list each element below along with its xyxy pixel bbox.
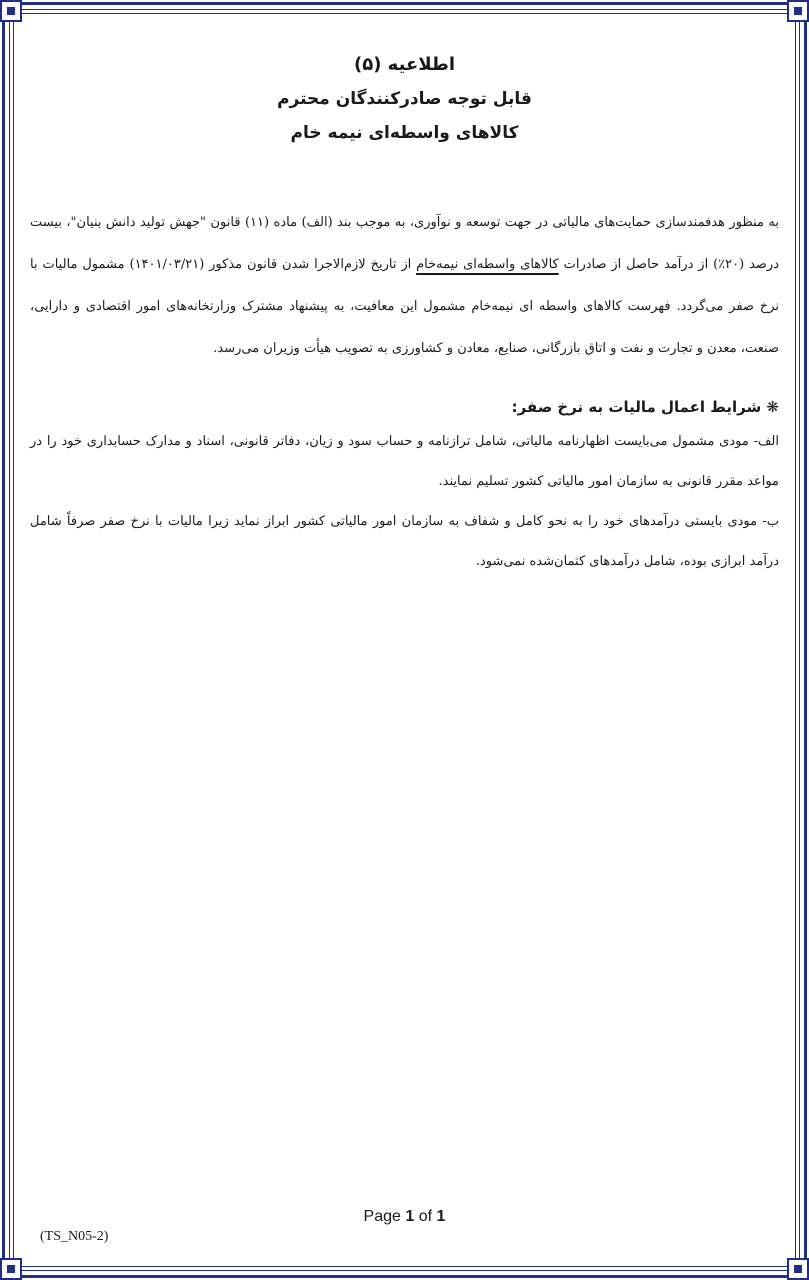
notice-subtitle: قابل توجه صادرکنندگان محترم (277, 89, 532, 109)
document-code: (TS_N05-2) (40, 1229, 109, 1244)
document-content (30, 48, 779, 582)
notice-topic: کالاهای واسطه‌ای نیمه خام (290, 123, 519, 143)
condition-item-be: ب- مودی بایستی درآمدهای خود را به نحو کامل و شفاف به سازمان امور مالیاتی کشور ابراز نماید زیرا مالیات با نرخ صفر صرفاً شامل درآمد ابرازی بوده، شامل درآمدهای کتمان‌شده نمی‌شود. (30, 514, 779, 569)
body-text-part-1: به منظور هدفمندسازی حمایت‌های مالیاتی در جهت توسعه و نوآوری، به موجب بند (الف) ماده (۱۱) قانون "جهش تولید دانش بنیان"، بیست درصد (۲۰٪) از درآمد حاصل از صادرات (30, 215, 779, 272)
page-word: Page (363, 1208, 401, 1225)
body-text-part-2: از تاریخ لازم‌الاجرا شدن قانون مذکور (۱۴۰۱/۰۳/۲۱) مشمول مالیات با نرخ صفر می‌گردد. فهرست کالاهای واسطه ای نیمه‌خام مشمول این معافیت، به پیشنهاد مشترک وزارتخانه‌های امور اقتصادی و دارایی، صنعت، معدن و تجارت و نفت و اتاق بازرگانی، صنایع، معادن و کشاورزی به تصویب هیأت وزیران می‌رسد. (30, 257, 779, 356)
body-paragraph (30, 202, 779, 370)
underlined-goods-phrase: کالاهای واسطه‌ای نیمه‌خام (416, 257, 559, 272)
condition-item-alef: الف- مودی مشمول می‌بایست اظهارنامه مالیاتی، شامل ترازنامه و حساب سود و زیان، دفاتر قانونی، اسناد و مدارک حسابداری خود را در مواعد مقرر قانونی به سازمان امور مالیاتی کشور تسلیم نمایند. (30, 434, 779, 489)
page-number (0, 1208, 809, 1226)
corner-ornament-top-right (787, 0, 809, 22)
conditions-heading: ❋ شرایط اعمال مالیات به نرخ صفر: (511, 398, 779, 416)
notice-title: اطلاعیه (۵) (353, 54, 456, 75)
corner-ornament-top-left (0, 0, 22, 22)
page-total: 1 (436, 1208, 446, 1225)
page-current: 1 (405, 1208, 415, 1225)
corner-ornament-bottom-left (0, 1258, 22, 1280)
of-word: of (418, 1208, 433, 1225)
corner-ornament-bottom-right (787, 1258, 809, 1280)
